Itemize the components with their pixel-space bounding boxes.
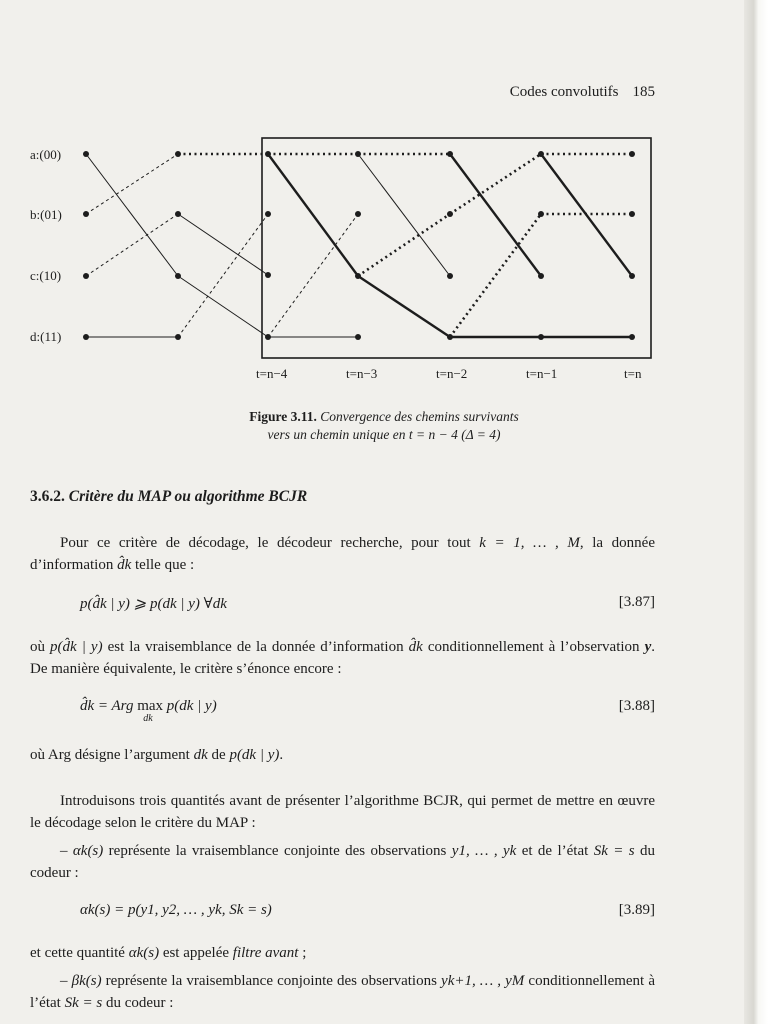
equation-number-3-88: [3.88] [618,698,655,714]
thin-solid-edges [86,154,450,337]
running-title: Codes convolutifs [509,84,619,100]
section-title: Critère du MAP ou algorithme BCJR [68,488,308,505]
section-heading [30,488,307,506]
caption-line2: vers un chemin unique en t = n − 4 (Δ = 4) [267,427,501,442]
paragraph-2: où p(d̂k | y) est la vraisemblance de la donnée d’information d̂k conditionnellement à l’observation y. De manière équivalente, le critère s’énonce encore : [30,639,655,677]
state-label-a: a:(00) [30,147,62,162]
state-label-d: d:(11) [30,329,62,344]
state-label-b: b:(01) [30,207,62,222]
equation-number-3-87: [3.87] [618,594,655,610]
thick-solid-edges [268,154,632,337]
paragraph-3: où Arg désigne l’argument dk de p(dk | y). [30,747,284,763]
figure-caption [0,408,768,444]
item-alpha: – αk(s) représente la vraisemblance conjointe des observations y1, … , yk et de l’état Sk = s du codeur : [30,843,656,881]
item-beta: – βk(s) représente la vraisemblance conjointe des observations yk+1, … , yM conditionnellement à l’état Sk = s du codeur : [30,973,655,1011]
paragraph-1: Pour ce critère de décodage, le décodeur recherche, pour tout k = 1, … , M, la donnée d’information d̂k telle que : [30,535,655,573]
thick-dotted-edges [178,154,632,337]
equation-number-3-89: [3.89] [618,902,655,918]
window-box [262,138,651,358]
paragraph-5: et cette quantité αk(s) est appelée filtre avant ; [30,945,307,961]
page-number: 185 [632,84,655,100]
thin-dashed-edges [86,154,358,337]
equation-3-89: αk(s) = p(y1, y2, … , yk, Sk = s) [80,902,272,918]
state-label-c: c:(10) [30,268,62,283]
time-label-n3: t=n−3 [346,366,378,381]
caption-line1: Convergence des chemins survivants [320,409,519,424]
equation-3-87: p(d̂k | y) ⩾ p(dk | y) ∀dk [80,596,227,612]
trellis-diagram [0,0,768,400]
trellis-nodes [83,151,635,340]
section-number: 3.6.2. [30,488,65,505]
time-label-n1: t=n−1 [526,366,558,381]
time-label-n: t=n [624,366,642,381]
paragraph-4: Introduisons trois quantités avant de présenter l’algorithme BCJR, qui permet de mettre en œuvre le décodage selon le critère du MAP : [30,793,655,831]
time-label-n2: t=n−2 [436,366,468,381]
caption-label: Figure 3.11. [249,409,317,424]
time-label-n4: t=n−4 [256,366,288,381]
equation-3-88: d̂k = Arg max dk p(dk | y) [80,698,217,724]
